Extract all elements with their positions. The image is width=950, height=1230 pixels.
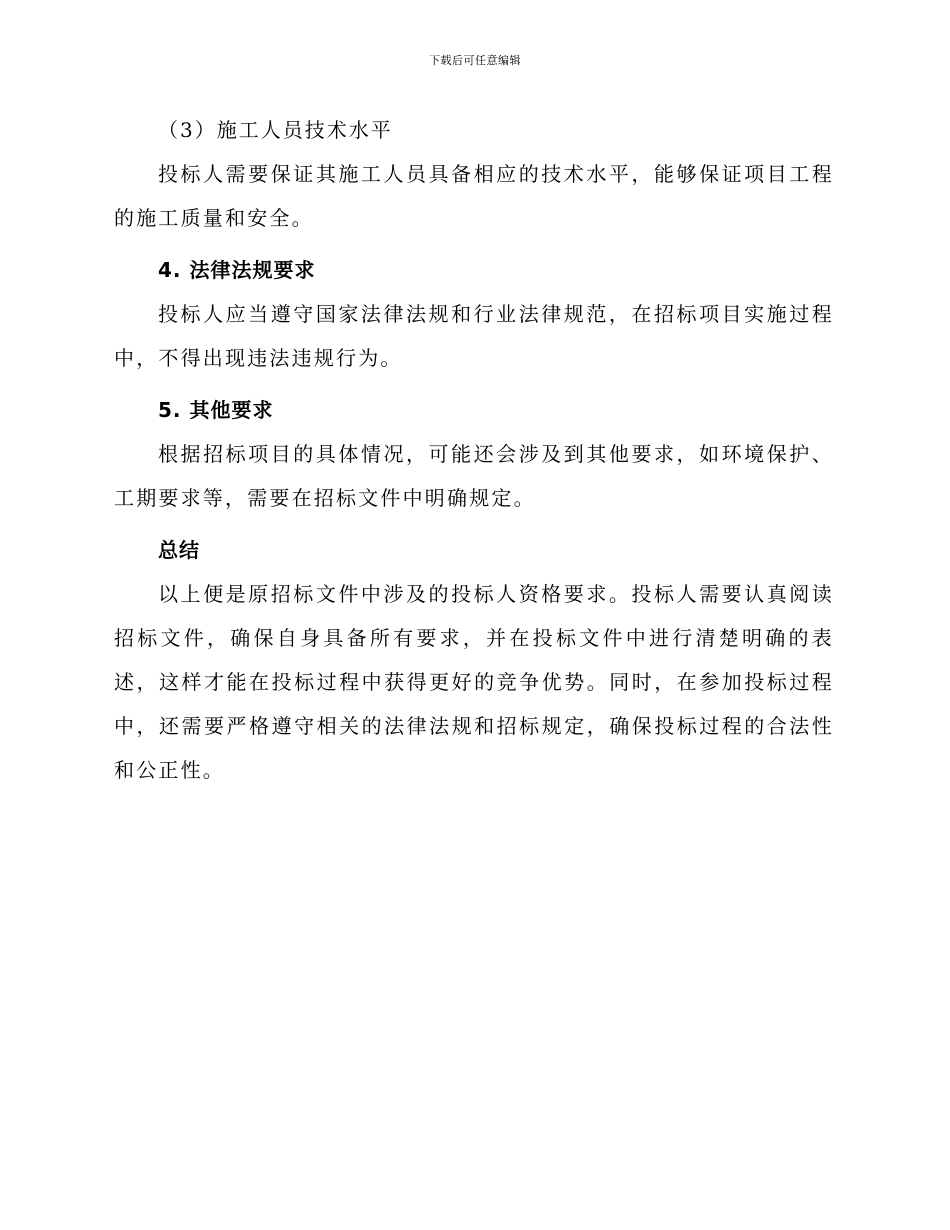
section-4-heading: 4. 法律法规要求: [158, 258, 316, 282]
document-body: [114, 108, 834, 792]
summary-heading: 总结: [158, 538, 200, 562]
section-5-paragraph: 根据招标项目的具体情况，可能还会涉及到其他要求，如环境保护、工期要求等，需要在招标文件中明确规定。: [114, 442, 834, 510]
summary-paragraph: 以上便是原招标文件中涉及的投标人资格要求。投标人需要认真阅读招标文件，确保自身具备所有要求，并在投标文件中进行清楚明确的表述，这样才能在投标过程中获得更好的竞争优势。同时，在参加投标过程中，还需要严格遵守相关的法律法规和招标规定，确保投标过程的合法性和公正性。: [114, 582, 834, 782]
page-header: 下载后可任意编辑: [429, 54, 521, 67]
section-3-subheading: （3）施工人员技术水平: [158, 118, 393, 142]
section-5-heading: 5. 其他要求: [158, 398, 274, 422]
section-4-paragraph: 投标人应当遵守国家法律法规和行业法律规范，在招标项目实施过程中，不得出现违法违规行为。: [114, 302, 834, 370]
section-3-paragraph: 投标人需要保证其施工人员具备相应的技术水平，能够保证项目工程的施工质量和安全。: [114, 162, 834, 230]
